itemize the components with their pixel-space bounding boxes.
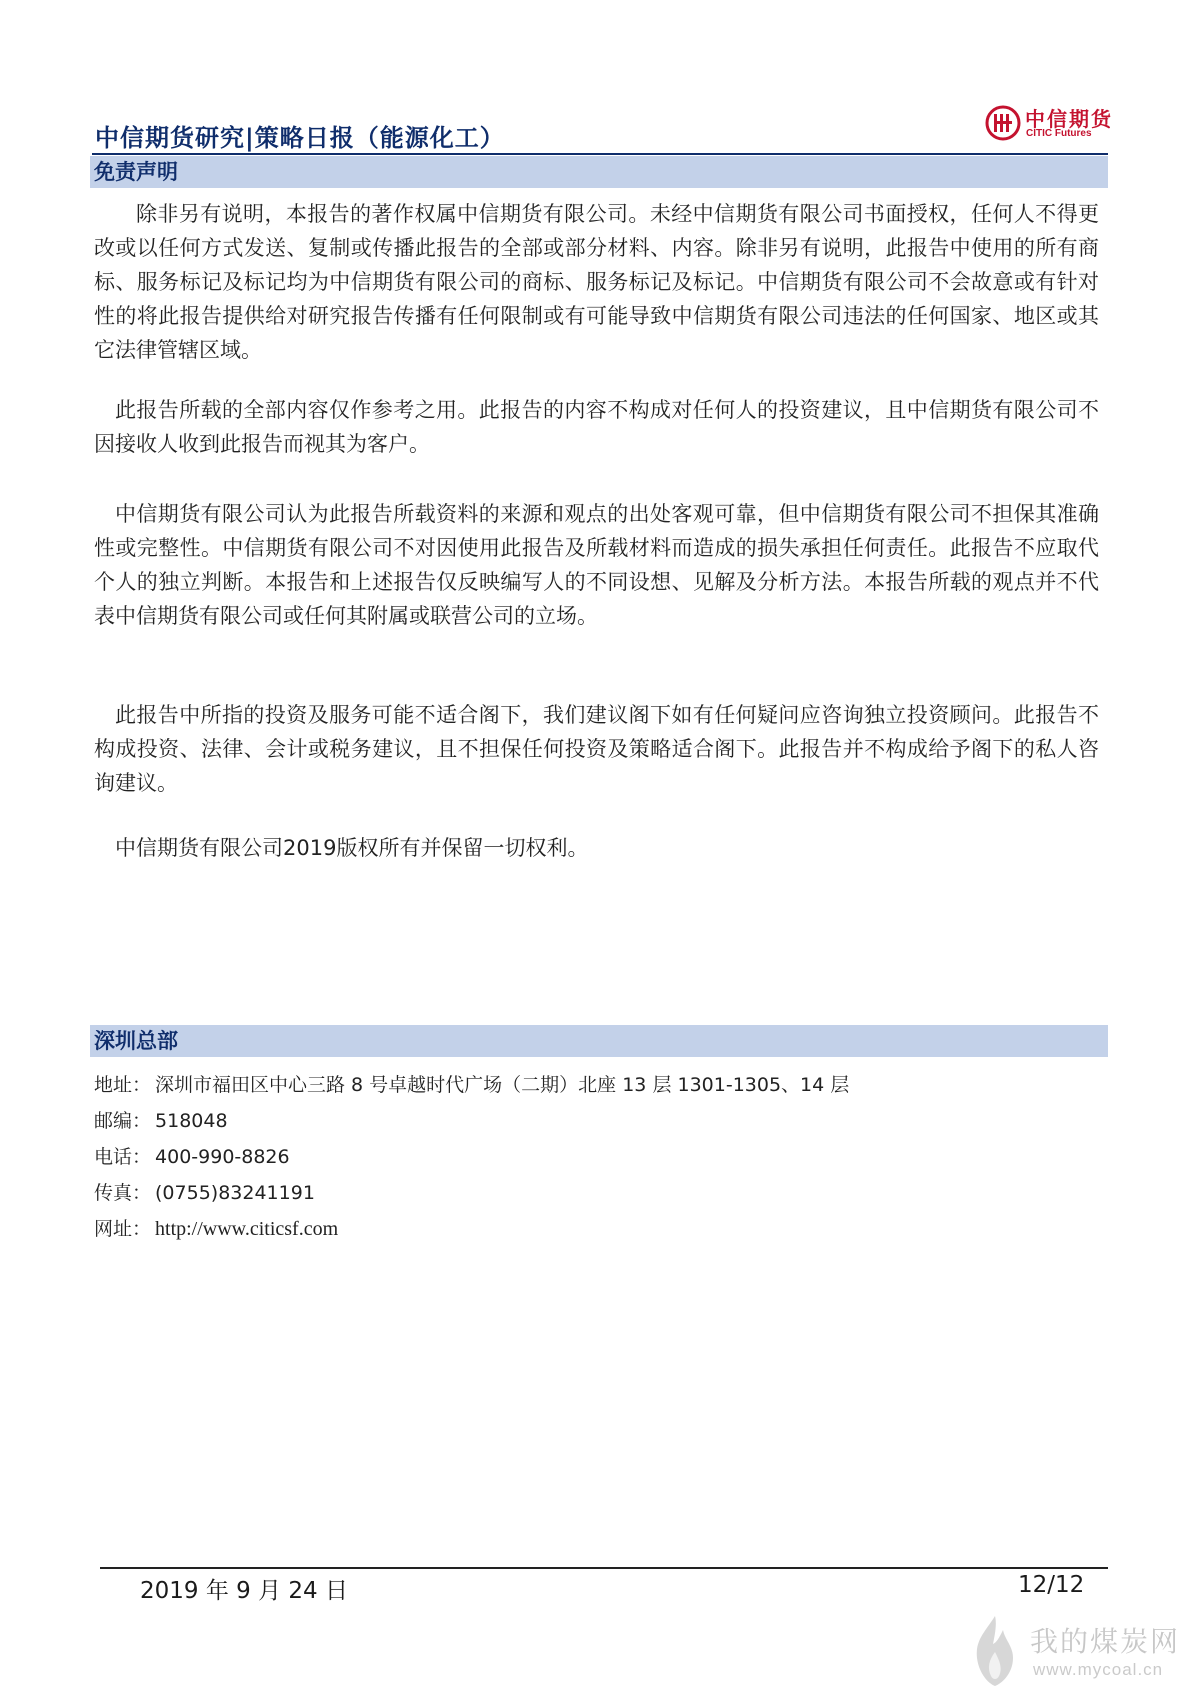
website-label: 网址： [94, 1218, 152, 1240]
disclaimer-heading: 免责声明 [90, 156, 1108, 188]
hq-website [94, 1214, 338, 1241]
page-number: 12/12 [1018, 1572, 1085, 1598]
website-link[interactable]: http://www.citicsf.com [155, 1218, 339, 1240]
site-watermark [965, 1612, 1195, 1692]
logo-text-cn: 中信期货 [1025, 107, 1113, 131]
hq-phone [94, 1142, 290, 1169]
postcode-value: 518048 [155, 1110, 228, 1132]
fax-value: (0755)83241191 [155, 1182, 315, 1204]
disclaimer-paragraph-2: 此报告所载的全部内容仅作参考之用。此报告的内容不构成对任何人的投资建议，且中信期货有限公司不因接收人收到此报告而视其为客户。 [94, 398, 1099, 456]
footer-divider [100, 1567, 1108, 1569]
report-date: 2019 年 9 月 24 日 [140, 1578, 348, 1604]
phone-value: 400-990-8826 [155, 1146, 290, 1168]
watermark-url: www.mycoal.cn [1033, 1660, 1164, 1679]
hq-heading: 深圳总部 [90, 1025, 1108, 1057]
address-label: 地址： [94, 1074, 152, 1096]
report-title: 中信期货研究|策略日报（能源化工） [95, 124, 505, 152]
hq-postcode [94, 1106, 228, 1133]
watermark-text: 我的煤炭网 [1030, 1625, 1181, 1658]
disclaimer-paragraph-3: 中信期货有限公司认为此报告所载资料的来源和观点的出处客观可靠，但中信期货有限公司不担保其准确性或完整性。中信期货有限公司不对因使用此报告及所载材料而造成的损失承担任何责任。此报告不应取代个人的独立判断。本报告和上述报告仅反映编写人的不同设想、见解及分析方法。本报告所载的观点并不代表中信期货有限公司或任何其附属或联营公司的立场。 [94, 502, 1099, 628]
hq-address [94, 1070, 849, 1097]
disclaimer-paragraph-1: 除非另有说明，本报告的著作权属中信期货有限公司。未经中信期货有限公司书面授权，任何人不得更改或以任何方式发送、复制或传播此报告的全部或部分材料、内容。除非另有说明，此报告中使用的所有商标、服务标记及标记均为中信期货有限公司的商标、服务标记及标记。中信期货有限公司不会故意或有针对性的将此报告提供给对研究报告传播有任何限制或有可能导致中信期货有限公司违法的任何国家、地区或其它法律管辖区域。 [94, 202, 1099, 362]
disclaimer-paragraph-4: 此报告中所指的投资及服务可能不适合阁下，我们建议阁下如有任何疑问应咨询独立投资顾问。此报告不构成投资、法律、会计或税务建议，且不担保任何投资及策略适合阁下。此报告并不构成给予阁下的私人咨询建议。 [94, 703, 1099, 795]
flame-icon [965, 1612, 1025, 1690]
header-divider [92, 153, 1108, 155]
fax-label: 传真： [94, 1182, 152, 1204]
phone-label: 电话： [94, 1146, 152, 1168]
hq-fax [94, 1178, 315, 1205]
postcode-label: 邮编： [94, 1110, 152, 1132]
citic-futures-logo [985, 103, 1115, 143]
address-value: 深圳市福田区中心三路 8 号卓越时代广场（二期）北座 13 层 1301-1305、14 层 [155, 1074, 850, 1096]
logo-text-en: CITIC Futures [1026, 128, 1092, 139]
disclaimer-paragraph-5: 中信期货有限公司2019版权所有并保留一切权利。 [115, 836, 589, 860]
citic-logo-icon [985, 105, 1021, 141]
